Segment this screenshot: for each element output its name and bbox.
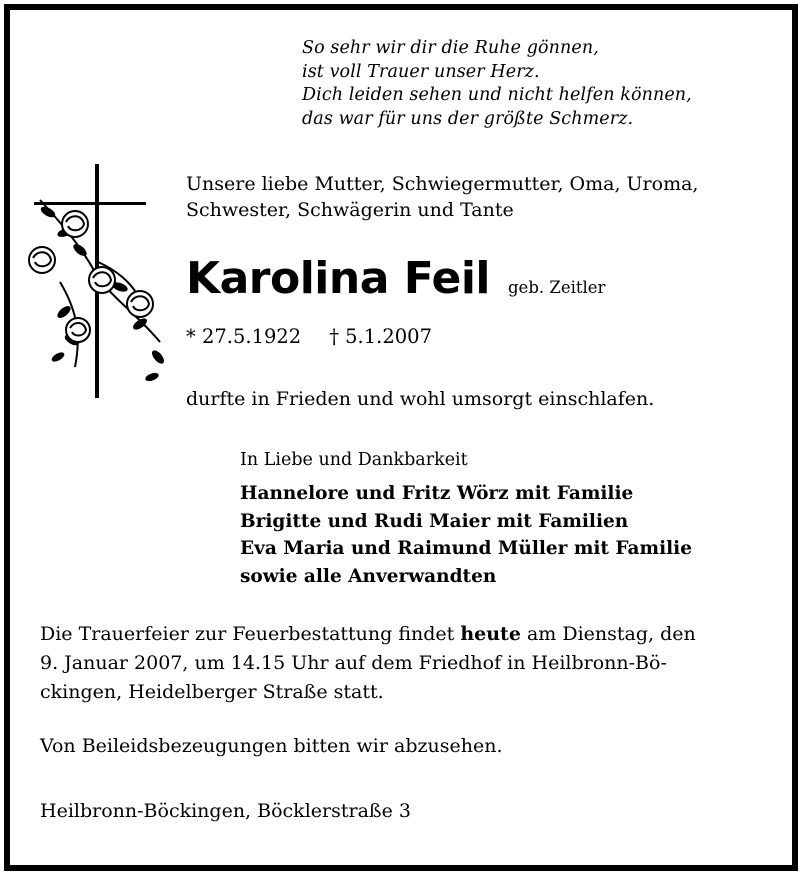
intro-line: Unsere liebe Mutter, Schwiegermutter, Oma, Uroma, [186, 173, 699, 195]
death-date: † 5.1.2007 [329, 325, 432, 348]
ceremony-line [40, 620, 696, 649]
ceremony-line: ckingen, Heidelberger Straße statt. [40, 681, 384, 703]
life-dates [186, 323, 432, 351]
mourner-entry: Brigitte und Rudi Maier mit Familien [240, 510, 629, 532]
peace-line: durfte in Frieden und wohl umsorgt einschlafen. [186, 388, 655, 410]
mourners-list [240, 480, 692, 590]
cross-with-roses-icon [20, 162, 180, 402]
ceremony-notice [40, 620, 696, 707]
deceased-name-row [186, 253, 605, 305]
intro-line: Schwester, Schwägerin und Tante [186, 199, 514, 221]
birth-date: * 27.5.1922 [186, 325, 302, 348]
poem-line: So sehr wir dir die Ruhe gönnen, [302, 38, 599, 58]
poem [302, 37, 692, 131]
mourner-entry: Eva Maria und Raimund Müller mit Familie [240, 538, 692, 559]
intro-text [186, 171, 698, 223]
ceremony-text: am Dienstag, den [520, 623, 696, 645]
poem-line: das war für uns der größte Schmerz. [302, 108, 634, 129]
poem-line: Dich leiden sehen und nicht helfen können, [302, 85, 692, 105]
ceremony-today: heute [460, 623, 521, 645]
condolence-note: Von Beileidsbezeugungen bitten wir abzusehen. [40, 735, 503, 757]
mourner-entry: sowie alle Anverwandten [240, 565, 497, 587]
family-address: Heilbronn-Böckingen, Böcklerstraße 3 [40, 800, 411, 822]
mourners-heading: In Liebe und Dankbarkeit [240, 450, 468, 470]
deceased-name: Karolina Feil [186, 253, 490, 304]
ceremony-line: 9. Januar 2007, um 14.15 Uhr auf dem Friedhof in Heilbronn-Bö- [40, 652, 667, 674]
mourner-entry: Hannelore und Fritz Wörz mit Familie [240, 483, 634, 504]
maiden-name: geb. Zeitler [508, 278, 606, 297]
poem-line: ist voll Trauer unser Herz. [302, 61, 540, 82]
ceremony-text: Die Trauerfeier zur Feuerbestattung findet [40, 623, 461, 645]
